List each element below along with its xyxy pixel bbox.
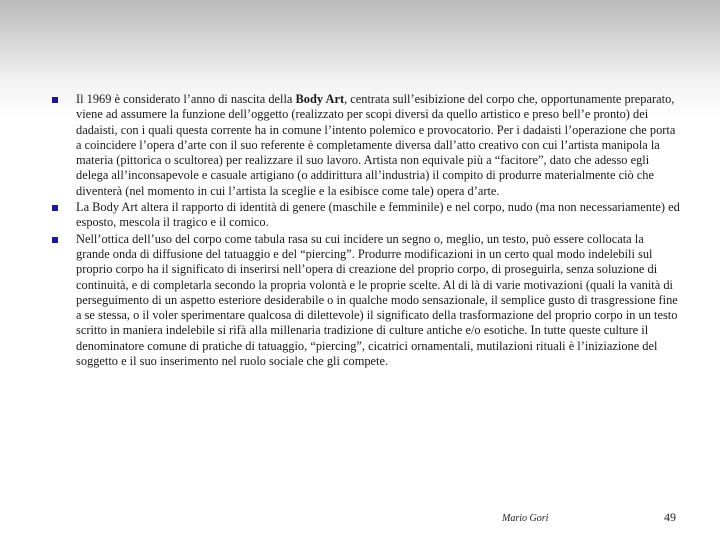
page-number: 49	[664, 510, 676, 524]
bullet-text	[76, 92, 680, 199]
bullet-text: Nell’ottica dell’uso del corpo come tabula rasa su cui incidere un segno o, meglio, un testo, può essere collocata la grande onda di diffusione del tatuaggio e del “piercing”. Produrre modificazioni in un certo qual modo indelebili sul proprio corpo ha il significato di inserirsi nell’opera di creazione del proprio corpo, di proseguirla, senza soluzione di continuità, e di completarla secondo la propria volontà e le proprie scelte. Al di là di varie motivazioni (quali la vanità di perseguimento di un aspetto esteriore desiderabile o in qualche modo sensazionale, il semplice gusto di trasgressione fine a se stessa, o il voler sperimentare qualcosa di dilettevole) il significato della trasformazione del proprio corpo in un testo scritto in maniera indelebile si rifà alla millenaria tradizione di culture antiche e/o esotiche. In tutte queste culture il denominatore comune di pratiche di tatuaggio, “piercing”, cicatrici ornamentali, mutilazioni rituali è l’iniziazione del soggetto e il suo inserimento nel ruolo sociale che gli compete.	[76, 231, 678, 369]
bullet-text-start: Il 1969 è considerato l’anno di nascita della	[76, 92, 296, 106]
square-bullet-icon	[52, 205, 58, 211]
bullet-item-3	[48, 232, 680, 370]
bullet-item-2	[48, 200, 680, 231]
bullet-text-rest: , centrata sull’esibizione del corpo che, opportunamente preparato, viene ad assumere la funzione dell’oggetto (realizzato per scopi diversi da quello artistico e preso bell’e pronto) dei dadaisti, con i quali questa corrente ha in comune l’intento polemico e provocatorio. Per i dadaisti l’operazione che porta a coincidere l’opera d’arte con il suo referente è completamente diversa dall’atto creativo con cui l’artista manipola la materia (pittorica o scultorea) per realizzare il suo lavoro. Artista non equivale più a “facitore”, dato che adesso egli delega all’inconsapevole e casuale artigiano (o addirittura all’industria) il compito di produrre materialmente ciò che diventerà (nel momento in cui l’artista la sceglie e la esibisce come tale) opera d’arte.	[76, 92, 676, 198]
body-art-bold: Body Art	[295, 92, 345, 106]
bullet-item-1	[48, 92, 680, 199]
square-bullet-icon	[52, 97, 58, 103]
bullet-list	[48, 92, 680, 370]
square-bullet-icon	[52, 237, 58, 243]
footer-author: Mario Gori	[502, 513, 549, 524]
bullet-text: La Body Art altera il rapporto di identità di genere (maschile e femminile) e nel corpo, nudo (ma non necessariamente) ed esposto, mescola il tragico e il comico.	[76, 200, 680, 230]
